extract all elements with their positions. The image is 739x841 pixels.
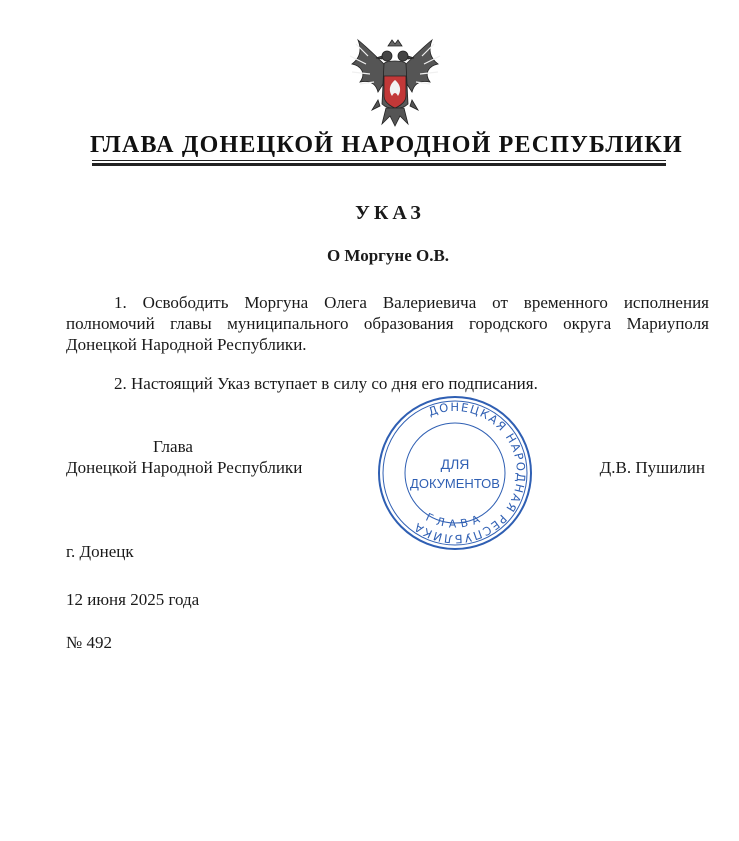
- stamp-bottom-text: ГЛАВА: [423, 510, 487, 531]
- signer-title-line-1: Глава: [153, 437, 193, 456]
- decree-paragraph-2: 2. Настоящий Указ вступает в силу со дня его подписания.: [114, 374, 538, 393]
- issuing-authority-heading: ГЛАВА ДОНЕЦКОЙ НАРОДНОЙ РЕСПУБЛИКИ: [90, 132, 683, 158]
- signer-title-line-2: Донецкой Народной Республики: [66, 458, 303, 477]
- document-subject: О Моргуне О.В.: [326, 246, 450, 265]
- stamp-outer-text: ДОНЕЦКАЯ НАРОДНАЯ РЕСПУБЛИКА: [410, 399, 529, 547]
- eagle-right-wing: [402, 40, 440, 92]
- eagle-heads: [376, 40, 414, 61]
- signer-name: Д.В. Пушилин: [599, 458, 705, 477]
- issue-place: г. Донецк: [66, 542, 134, 561]
- decree-number: № 492: [66, 633, 112, 652]
- header-rule-thin: [92, 160, 666, 161]
- issue-date: 12 июня 2025 года: [66, 590, 200, 609]
- official-stamp: [375, 393, 535, 553]
- stamp-center-line-2: ДОКУМЕНТОВ: [410, 476, 500, 491]
- emblem-shield: [384, 76, 406, 108]
- stamp-center-line-1: ДЛЯ: [440, 456, 470, 472]
- stamp-center-ring: [405, 423, 505, 523]
- coat-of-arms-icon: [338, 34, 452, 130]
- document-type: УКАЗ: [355, 202, 425, 224]
- header-rule-thick: [92, 163, 666, 166]
- eagle-left-wing: [350, 40, 388, 92]
- decree-paragraph-1: 1. Освободить Моргуна Олега Валериевича от временного исполнения полномочий главы муниципального образования городского округа Мариуполя Донецкой Народной Республики.: [66, 293, 709, 354]
